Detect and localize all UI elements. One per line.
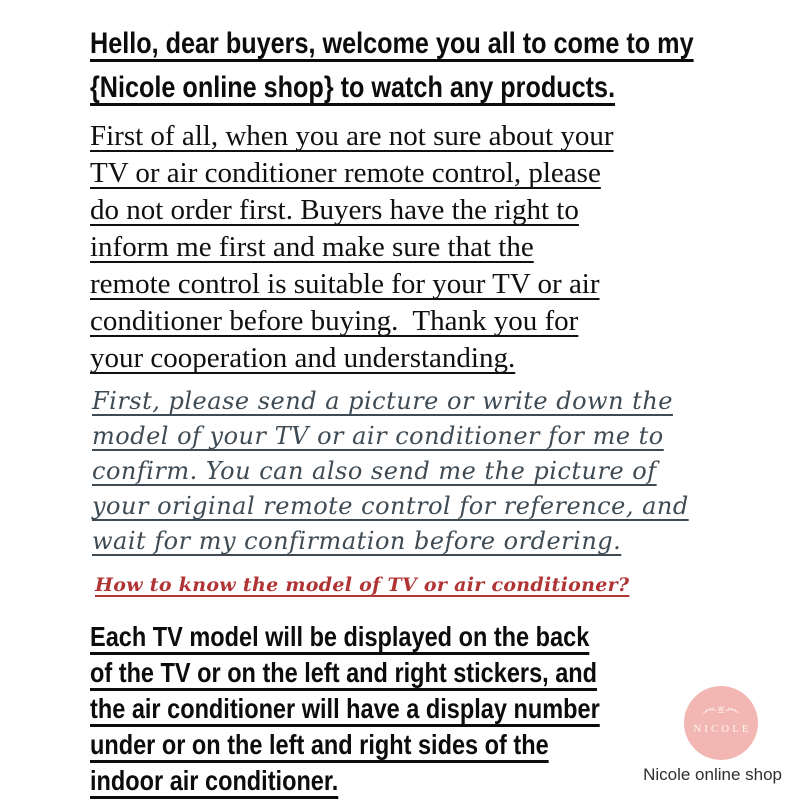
logo-subtext: · · · ·: [706, 737, 739, 743]
text-line: indoor air conditioner.: [90, 765, 339, 796]
text-line: Hello, dear buyers, welcome you all to come to my: [90, 27, 694, 60]
text-line: confirm. You can also send me the picture of: [92, 457, 657, 485]
text-line: under or on the left and right sides of the: [90, 729, 549, 760]
text-line: First of all, when you are not sure about your: [90, 120, 614, 152]
text-line: your cooperation and understanding.: [90, 342, 516, 374]
text-line: TV or air conditioner remote control, please: [90, 157, 601, 189]
text-line: {Nicole online shop} to watch any products.: [90, 71, 616, 104]
confirmation-instruction-paragraph: [92, 384, 800, 559]
text-line: your original remote control for reference, and: [92, 492, 689, 520]
text-line: model of your TV or air conditioner for me to: [92, 422, 664, 450]
text-line: of the TV or on the left and right stickers, and: [90, 657, 598, 688]
text-line: remote control is suitable for your TV or air: [90, 268, 600, 300]
text-line: inform me first and make sure that the: [90, 231, 534, 263]
shop-logo-badge: [684, 686, 758, 760]
text-line: Each TV model will be displayed on the back: [90, 621, 590, 652]
text-line: conditioner before buying. Thank you for: [90, 305, 579, 337]
text-line: the air conditioner will have a display number: [90, 693, 600, 724]
text-line: How to know the model of TV or air conditioner?: [95, 574, 630, 596]
text-line: do not order first. Buyers have the right to: [90, 194, 579, 226]
shop-name-label: Nicole online shop: [643, 765, 782, 784]
text-line: wait for my confirmation before ordering.: [92, 527, 622, 555]
order-notice-paragraph: [90, 118, 800, 377]
welcome-heading: [90, 22, 800, 110]
logo-shop-name: NICOLE: [693, 723, 752, 735]
text-line: First, please send a picture or write down the: [92, 387, 673, 415]
laurel-crown-ornament-icon: [701, 703, 741, 722]
model-question-heading: [95, 571, 800, 599]
